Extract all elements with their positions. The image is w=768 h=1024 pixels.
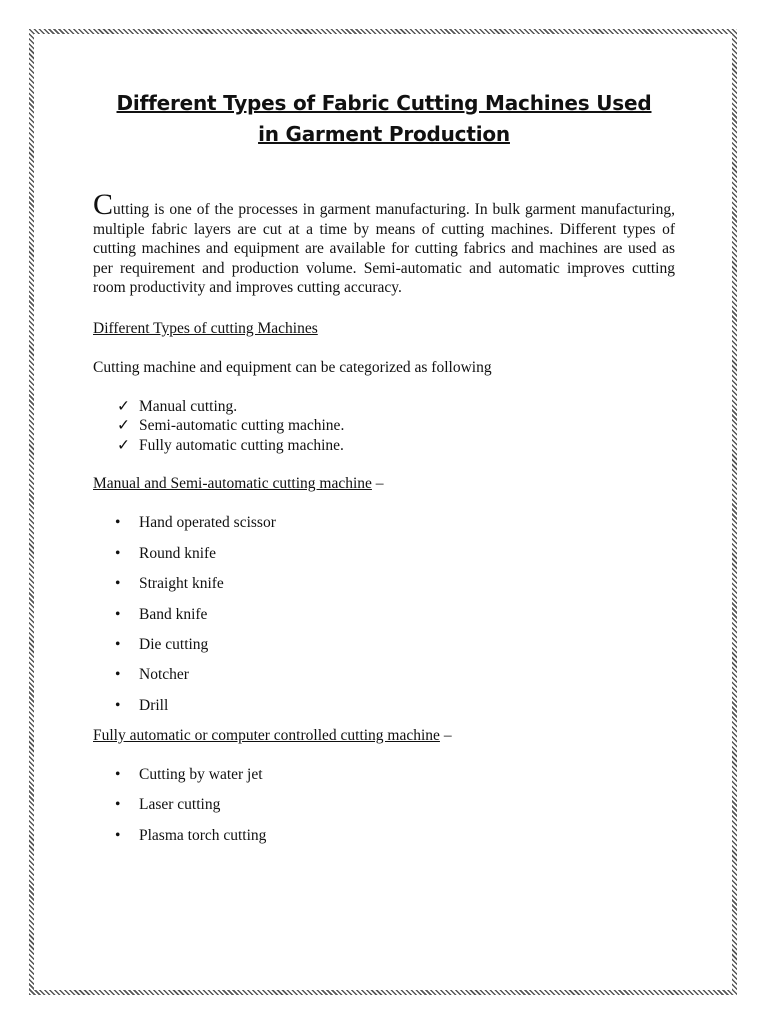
list-item (115, 513, 675, 533)
list-item (115, 696, 675, 716)
manual-machine-list (93, 513, 675, 715)
intro-text: utting is one of the processes in garment manufacturing. In bulk garment manufacturing, multiple fabric layers are cut at a time by means of cutting machines. Different types of cutting machines and equipment are available for cutting fabrics and machines are used as per requirement and production volume. Semi-automatic and automatic improves cutting room productivity and improves cutting accuracy. (93, 201, 675, 297)
section-heading-auto-text: Fully automatic or computer controlled cutting machine (93, 726, 440, 744)
list-item-text: Cutting by water jet (139, 765, 263, 783)
list-item-text: Drill (139, 696, 169, 714)
title-line-2: in Garment Production (258, 122, 510, 146)
section-heading-manual-dash: – (371, 475, 384, 493)
list-item-text: Plasma torch cutting (139, 826, 267, 844)
list-item-text: Hand operated scissor (139, 514, 276, 532)
checkmark-icon: ✓ (117, 417, 130, 435)
categorize-text: Cutting machine and equipment can be categorized as following (93, 358, 492, 376)
bullet-icon: • (115, 605, 121, 623)
list-item-text: Die cutting (139, 636, 209, 654)
checklist-item (117, 436, 675, 456)
section-heading-types (93, 319, 675, 339)
list-item (115, 826, 675, 846)
drop-cap: C (93, 188, 114, 221)
automatic-machine-list (93, 765, 675, 846)
category-checklist (93, 397, 675, 456)
section-heading-auto-dash: – (439, 726, 452, 744)
bullet-icon: • (115, 575, 121, 593)
checklist-item-text: Manual cutting. (139, 397, 238, 415)
list-item-text: Laser cutting (139, 796, 221, 814)
list-item-text: Straight knife (139, 575, 224, 593)
bullet-icon: • (115, 514, 121, 532)
list-item-text: Round knife (139, 544, 217, 562)
checkmark-icon: ✓ (117, 436, 130, 454)
list-item (115, 544, 675, 564)
list-item (115, 635, 675, 655)
title-line-1: Different Types of Fabric Cutting Machines Used (116, 91, 652, 115)
bullet-icon: • (115, 826, 121, 844)
list-item (115, 795, 675, 815)
bullet-icon: • (115, 636, 121, 654)
section-heading-types-text: Different Types of cutting Machines (93, 319, 318, 337)
checklist-item (117, 416, 675, 436)
bullet-icon: • (115, 796, 121, 814)
intro-paragraph (93, 188, 675, 298)
section-heading-manual-text: Manual and Semi-automatic cutting machine (93, 475, 372, 493)
list-item-text: Notcher (139, 666, 189, 684)
document-body (93, 88, 675, 856)
checklist-item-text: Semi-automatic cutting machine. (139, 417, 345, 435)
list-item-text: Band knife (139, 605, 208, 623)
checklist-item-text: Fully automatic cutting machine. (139, 436, 344, 454)
checkmark-icon: ✓ (117, 397, 130, 415)
list-item (115, 574, 675, 594)
list-item (115, 665, 675, 685)
section-heading-auto (93, 726, 675, 746)
document-title (93, 88, 675, 150)
bullet-icon: • (115, 696, 121, 714)
bullet-icon: • (115, 666, 121, 684)
bullet-icon: • (115, 544, 121, 562)
bullet-icon: • (115, 765, 121, 783)
checklist-item (117, 397, 675, 417)
list-item (115, 765, 675, 785)
list-item (115, 605, 675, 625)
section-heading-manual (93, 474, 675, 494)
